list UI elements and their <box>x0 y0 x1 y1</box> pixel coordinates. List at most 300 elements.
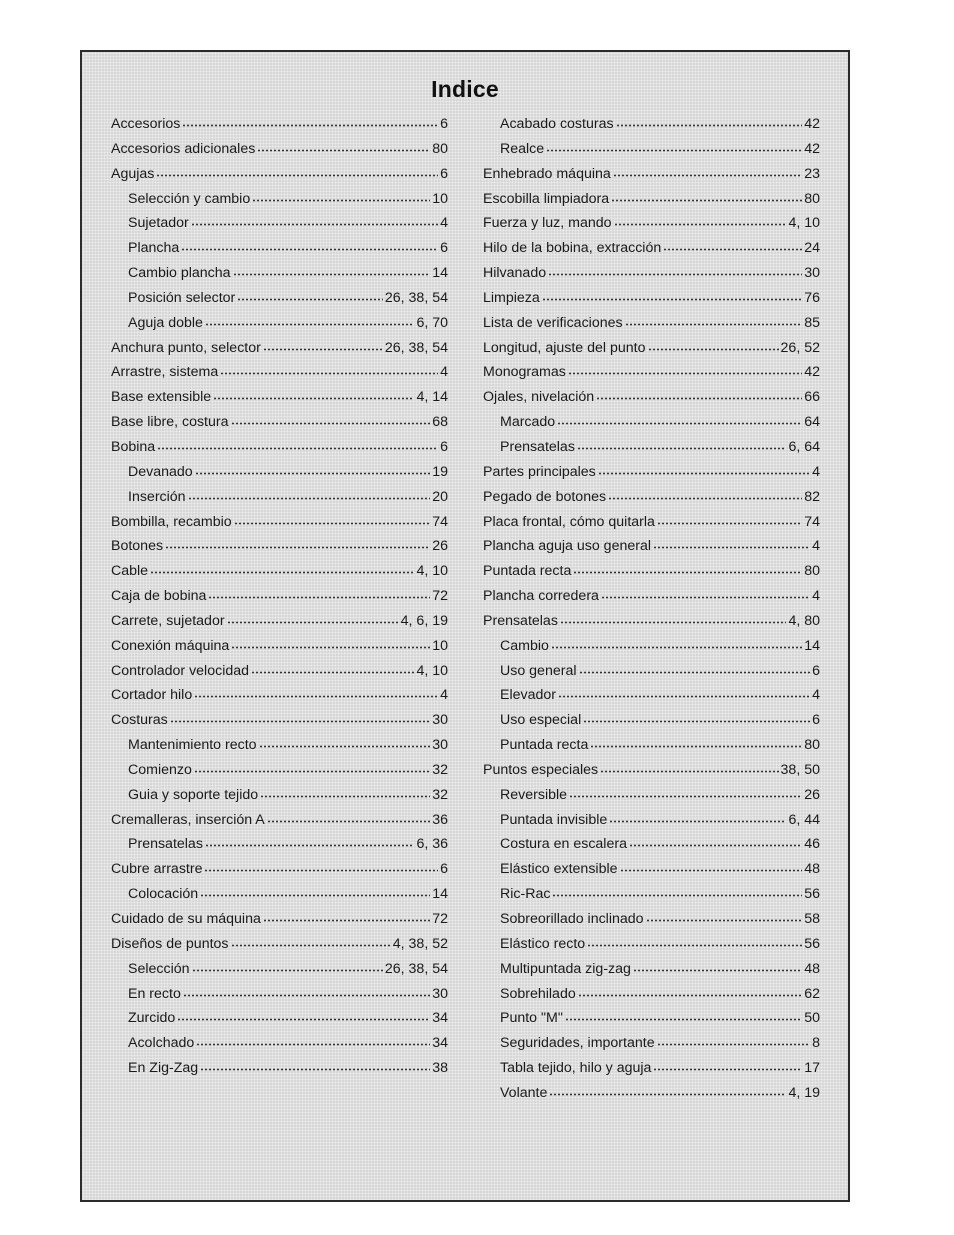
entry-page-number: 6 <box>812 712 820 729</box>
index-entry <box>111 659 448 684</box>
entry-label: Cubre arrastre <box>111 861 203 878</box>
entry-page-number: 23 <box>804 165 820 182</box>
entry-label: Hilo de la bobina, extracción <box>483 240 662 257</box>
entry-page-number: 19 <box>432 463 448 480</box>
entry-label: Elástico recto <box>500 935 586 952</box>
entry-label: Prensatelas <box>483 612 558 629</box>
entry-label: Bobina <box>111 438 156 455</box>
index-subentry <box>483 708 820 733</box>
index-entry <box>111 907 448 932</box>
dot-leader <box>648 348 779 351</box>
index-subentry <box>111 783 448 808</box>
entry-label: Selección <box>128 960 190 977</box>
entry-page-number: 6 <box>812 662 820 679</box>
index-subentry <box>483 137 820 162</box>
index-subentry <box>483 907 820 932</box>
index-entry <box>111 112 448 137</box>
entry-label: Elevador <box>500 687 556 704</box>
dot-leader <box>616 124 803 127</box>
entry-page-number: 48 <box>804 861 820 878</box>
entry-label: Reversible <box>500 786 568 803</box>
dot-leader <box>601 596 810 599</box>
entry-page-number: 30 <box>432 985 448 1002</box>
index-subentry <box>483 982 820 1007</box>
dot-leader <box>579 671 811 674</box>
entry-page-number: 4, 6, 19 <box>400 612 448 629</box>
entry-page-number: 4 <box>440 215 448 232</box>
entry-label: Cambio <box>500 637 549 654</box>
entry-label: Sobreorillado inclinado <box>500 911 644 927</box>
entry-page-number: 38, 50 <box>780 761 820 778</box>
entry-page-number: 6 <box>440 861 448 878</box>
entry-label: Cuidado de su máquina <box>111 911 261 927</box>
dot-leader <box>200 1068 430 1071</box>
entry-page-number: 24 <box>804 240 820 257</box>
dot-leader <box>192 969 383 972</box>
entry-label: Accesorios adicionales <box>111 140 256 157</box>
entry-page-number: 48 <box>804 960 820 977</box>
entry-label: Partes principales <box>483 463 596 480</box>
entry-page-number: 6 <box>440 165 448 182</box>
index-entry <box>111 708 448 733</box>
index-subentry <box>111 311 448 336</box>
index-subentry <box>111 733 448 758</box>
entry-label: Escobilla limpiadora <box>483 190 610 207</box>
entry-page-number: 30 <box>432 737 448 754</box>
index-entry <box>483 534 820 559</box>
entry-page-number: 62 <box>804 985 820 1002</box>
dot-leader <box>251 671 414 674</box>
entry-page-number: 32 <box>432 761 448 778</box>
dot-leader <box>183 994 430 997</box>
entry-page-number: 32 <box>432 786 448 803</box>
entry-label: Aguja doble <box>128 314 203 331</box>
index-subentry <box>483 410 820 435</box>
entry-label: Accesorios <box>111 116 181 132</box>
dot-leader <box>565 1018 802 1021</box>
entry-page-number: 6, 44 <box>788 811 820 828</box>
entry-page-number: 56 <box>804 935 820 952</box>
dot-leader <box>657 522 802 525</box>
index-subentry <box>111 211 448 236</box>
dot-leader <box>234 522 431 525</box>
index-entry <box>111 683 448 708</box>
entry-page-number: 26, 38, 54 <box>384 289 448 306</box>
entry-label: Devanado <box>128 463 193 480</box>
entry-page-number: 4 <box>440 364 448 381</box>
entry-label: Uso especial <box>500 712 582 729</box>
dot-leader <box>188 497 431 500</box>
index-entry <box>483 187 820 212</box>
entry-page-number: 80 <box>804 737 820 754</box>
entry-label: Lista de verificaciones <box>483 314 623 331</box>
dot-leader <box>231 646 430 649</box>
dot-leader <box>663 248 802 251</box>
index-subentry <box>111 1056 448 1081</box>
entry-label: En Zig-Zag <box>128 1060 199 1077</box>
entry-page-number: 50 <box>804 1010 820 1027</box>
dot-leader <box>552 894 802 897</box>
dot-leader <box>227 621 399 624</box>
dot-leader <box>181 248 438 251</box>
entry-label: Marcado <box>500 414 556 431</box>
entry-page-number: 58 <box>804 911 820 927</box>
entry-label: Sujetador <box>128 215 189 232</box>
entry-label: Controlador velocidad <box>111 662 250 679</box>
entry-label: Plancha corredera <box>483 588 599 605</box>
dot-leader <box>625 323 803 326</box>
entry-page-number: 26, 38, 54 <box>384 339 448 356</box>
entry-page-number: 10 <box>432 190 448 207</box>
entry-page-number: 6, 36 <box>416 836 448 853</box>
entry-page-number: 4 <box>812 463 820 480</box>
entry-page-number: 74 <box>432 513 448 530</box>
entry-label: Hilvanado <box>483 265 547 282</box>
dot-leader <box>620 869 803 872</box>
index-entry <box>483 584 820 609</box>
entry-page-number: 56 <box>804 886 820 903</box>
entry-page-number: 38 <box>432 1060 448 1077</box>
index-entry <box>111 385 448 410</box>
index-subentry <box>111 1006 448 1031</box>
entry-page-number: 4 <box>440 687 448 704</box>
entry-label: Seguridades, importante <box>500 1035 655 1052</box>
dot-leader <box>653 1068 802 1071</box>
dot-leader <box>204 869 438 872</box>
dot-leader <box>546 149 802 152</box>
dot-leader <box>205 323 414 326</box>
dot-leader <box>569 795 802 798</box>
entry-label: Cambio plancha <box>128 265 231 282</box>
entry-label: Costuras <box>111 712 168 729</box>
entry-label: Diseños de puntos <box>111 935 229 952</box>
index-subentry <box>111 982 448 1007</box>
entry-label: Multipuntada zig-zag <box>500 960 631 977</box>
entry-label: Conexión máquina <box>111 637 230 654</box>
entry-page-number: 26 <box>804 786 820 803</box>
index-subentry <box>483 1006 820 1031</box>
entry-label: Monogramas <box>483 364 566 381</box>
index-entry <box>111 510 448 535</box>
dot-leader <box>165 546 430 549</box>
dot-leader <box>587 944 802 947</box>
dot-leader <box>194 695 438 698</box>
dot-leader <box>252 199 430 202</box>
dot-leader <box>182 124 438 127</box>
dot-leader <box>237 298 383 301</box>
dot-leader <box>629 844 802 847</box>
index-panel <box>80 50 850 1202</box>
entry-page-number: 4, 14 <box>416 389 448 406</box>
index-entry <box>483 510 820 535</box>
dot-leader <box>653 546 810 549</box>
index-subentry <box>111 485 448 510</box>
dot-leader <box>263 348 383 351</box>
dot-leader <box>548 273 802 276</box>
entry-label: Botones <box>111 538 164 555</box>
entry-page-number: 42 <box>804 364 820 381</box>
dot-leader <box>200 894 430 897</box>
index-subentry <box>111 286 448 311</box>
index-subentry <box>111 236 448 261</box>
index-entry <box>111 435 448 460</box>
index-entry <box>111 559 448 584</box>
dot-leader <box>195 472 431 475</box>
entry-page-number: 6 <box>440 438 448 455</box>
entry-label: Mantenimiento recto <box>128 737 257 754</box>
dot-leader <box>260 795 430 798</box>
dot-leader <box>590 745 802 748</box>
index-entry <box>483 559 820 584</box>
dot-leader <box>611 199 802 202</box>
entry-label: Inserción <box>128 488 186 505</box>
index-entry <box>111 857 448 882</box>
entry-page-number: 6, 70 <box>416 314 448 331</box>
dot-leader <box>263 919 430 922</box>
index-subentry <box>111 187 448 212</box>
index-entry <box>111 410 448 435</box>
entry-page-number: 42 <box>804 116 820 132</box>
dot-leader <box>194 770 430 773</box>
index-column-left <box>111 112 448 1081</box>
dot-leader <box>568 372 802 375</box>
index-entry <box>483 311 820 336</box>
entry-label: Acolchado <box>128 1035 195 1052</box>
entry-page-number: 8 <box>812 1035 820 1052</box>
entry-page-number: 17 <box>804 1060 820 1077</box>
index-entry <box>483 485 820 510</box>
dot-leader <box>613 174 802 177</box>
index-entry <box>111 609 448 634</box>
dot-leader <box>609 820 786 823</box>
entry-label: Cremalleras, inserción A <box>111 811 265 828</box>
index-subentry <box>111 882 448 907</box>
index-subentry <box>111 758 448 783</box>
index-entry <box>483 211 820 236</box>
index-entry <box>111 634 448 659</box>
index-entry <box>483 236 820 261</box>
index-entry <box>111 584 448 609</box>
dot-leader <box>577 447 787 450</box>
index-subentry <box>111 832 448 857</box>
index-subentry <box>483 1081 820 1106</box>
index-subentry <box>483 1056 820 1081</box>
entry-label: Ric-Rac <box>500 886 551 903</box>
entry-page-number: 72 <box>432 588 448 605</box>
index-entry <box>111 360 448 385</box>
entry-label: Limpieza <box>483 289 540 306</box>
entry-label: Guia y soporte tejido <box>128 786 259 803</box>
entry-label: Caja de bobina <box>111 588 207 605</box>
dot-leader <box>220 372 438 375</box>
index-subentry <box>483 808 820 833</box>
dot-leader <box>231 944 391 947</box>
entry-page-number: 4, 38, 52 <box>392 935 448 952</box>
entry-label: Plancha <box>128 240 180 257</box>
index-entry <box>111 162 448 187</box>
entry-page-number: 66 <box>804 389 820 406</box>
index-subentry <box>483 783 820 808</box>
entry-label: Enhebrado máquina <box>483 165 611 182</box>
index-entry <box>483 758 820 783</box>
dot-leader <box>205 844 415 847</box>
index-entry <box>483 286 820 311</box>
index-subentry <box>483 957 820 982</box>
entry-page-number: 74 <box>804 513 820 530</box>
index-column-right <box>483 112 820 1106</box>
index-subentry <box>111 261 448 286</box>
entry-label: Base libre, costura <box>111 414 229 431</box>
entry-page-number: 4, 80 <box>788 612 820 629</box>
dot-leader <box>196 1043 430 1046</box>
index-subentry <box>483 857 820 882</box>
entry-label: Agujas <box>111 165 155 182</box>
entry-page-number: 4, 10 <box>416 662 448 679</box>
index-subentry <box>483 634 820 659</box>
index-subentry <box>483 1031 820 1056</box>
dot-leader <box>233 273 431 276</box>
entry-label: Carrete, sujetador <box>111 612 225 629</box>
entry-label: Comienzo <box>128 761 192 778</box>
entry-page-number: 26, 38, 54 <box>384 960 448 977</box>
dot-leader <box>614 223 787 226</box>
entry-page-number: 82 <box>804 488 820 505</box>
entry-label: Cable <box>111 563 149 580</box>
index-subentry <box>483 832 820 857</box>
entry-label: Selección y cambio <box>128 190 251 207</box>
entry-page-number: 6 <box>440 240 448 257</box>
dot-leader <box>596 397 802 400</box>
entry-page-number: 30 <box>432 712 448 729</box>
dot-leader <box>557 422 802 425</box>
dot-leader <box>170 720 430 723</box>
index-subentry <box>483 882 820 907</box>
index-entry <box>483 360 820 385</box>
dot-leader <box>578 994 802 997</box>
entry-page-number: 76 <box>804 289 820 306</box>
index-subentry <box>483 435 820 460</box>
entry-page-number: 10 <box>432 637 448 654</box>
entry-label: Prensatelas <box>128 836 203 853</box>
entry-page-number: 34 <box>432 1035 448 1052</box>
entry-page-number: 80 <box>804 563 820 580</box>
entry-page-number: 68 <box>432 414 448 431</box>
entry-page-number: 4 <box>812 687 820 704</box>
dot-leader <box>551 646 802 649</box>
entry-page-number: 4, 10 <box>788 215 820 232</box>
index-subentry <box>111 460 448 485</box>
index-entry <box>483 162 820 187</box>
entry-label: Bombilla, recambio <box>111 513 232 530</box>
entry-label: Ojales, nivelación <box>483 389 595 406</box>
index-entry <box>111 336 448 361</box>
index-entry <box>111 932 448 957</box>
index-subentry <box>483 932 820 957</box>
entry-label: Pegado de botones <box>483 488 607 505</box>
entry-label: Costura en escalera <box>500 836 627 853</box>
entry-label: Volante <box>500 1084 548 1101</box>
dot-leader <box>542 298 802 301</box>
dot-leader <box>157 447 438 450</box>
dot-leader <box>549 1093 786 1096</box>
entry-page-number: 36 <box>432 811 448 828</box>
dot-leader <box>257 149 430 152</box>
entry-label: Uso general <box>500 662 577 679</box>
index-subentry <box>483 112 820 137</box>
index-subentry <box>111 957 448 982</box>
entry-page-number: 30 <box>804 265 820 282</box>
index-subentry <box>483 659 820 684</box>
entry-label: Zurcido <box>128 1010 176 1027</box>
dot-leader <box>213 397 414 400</box>
entry-label: Prensatelas <box>500 438 575 455</box>
entry-label: Arrastre, sistema <box>111 364 219 381</box>
dot-leader <box>558 695 810 698</box>
index-entry <box>111 808 448 833</box>
entry-label: Plancha aguja uso general <box>483 538 652 555</box>
entry-page-number: 14 <box>804 637 820 654</box>
dot-leader <box>177 1018 430 1021</box>
index-subentry <box>483 683 820 708</box>
entry-label: Sobrehilado <box>500 985 576 1002</box>
entry-label: Anchura punto, selector <box>111 339 261 356</box>
dot-leader <box>633 969 802 972</box>
entry-page-number: 6, 64 <box>788 438 820 455</box>
entry-page-number: 72 <box>432 911 448 927</box>
index-subentry <box>483 733 820 758</box>
entry-page-number: 80 <box>804 190 820 207</box>
entry-page-number: 34 <box>432 1010 448 1027</box>
entry-page-number: 4 <box>812 588 820 605</box>
entry-label: Puntada recta <box>483 563 572 580</box>
dot-leader <box>600 770 778 773</box>
entry-page-number: 80 <box>432 140 448 157</box>
dot-leader <box>573 571 802 574</box>
entry-label: Colocación <box>128 886 199 903</box>
dot-leader <box>208 596 430 599</box>
entry-label: En recto <box>128 985 181 1002</box>
entry-label: Posición selector <box>128 289 236 306</box>
entry-page-number: 20 <box>432 488 448 505</box>
entry-label: Placa frontal, cómo quitarla <box>483 513 655 530</box>
entry-page-number: 14 <box>432 886 448 903</box>
index-subentry <box>111 1031 448 1056</box>
dot-leader <box>231 422 431 425</box>
entry-label: Elástico extensible <box>500 861 618 878</box>
index-entry <box>483 460 820 485</box>
page-title: Indice <box>431 76 499 102</box>
entry-page-number: 4, 19 <box>788 1084 820 1101</box>
dot-leader <box>583 720 810 723</box>
index-entry <box>483 336 820 361</box>
entry-page-number: 4, 10 <box>416 563 448 580</box>
entry-page-number: 46 <box>804 836 820 853</box>
dot-leader <box>267 820 430 823</box>
entry-label: Puntada invisible <box>500 811 608 828</box>
entry-page-number: 26 <box>432 538 448 555</box>
dot-leader <box>259 745 431 748</box>
index-entry <box>483 261 820 286</box>
entry-label: Acabado costuras <box>500 116 614 132</box>
entry-page-number: 6 <box>440 116 448 132</box>
entry-page-number: 26, 52 <box>780 339 820 356</box>
dot-leader <box>191 223 438 226</box>
dot-leader <box>657 1043 811 1046</box>
dot-leader <box>156 174 438 177</box>
entry-label: Puntada recta <box>500 737 589 754</box>
entry-label: Punto "M" <box>500 1010 563 1027</box>
entry-label: Tabla tejido, hilo y aguja <box>500 1060 652 1077</box>
